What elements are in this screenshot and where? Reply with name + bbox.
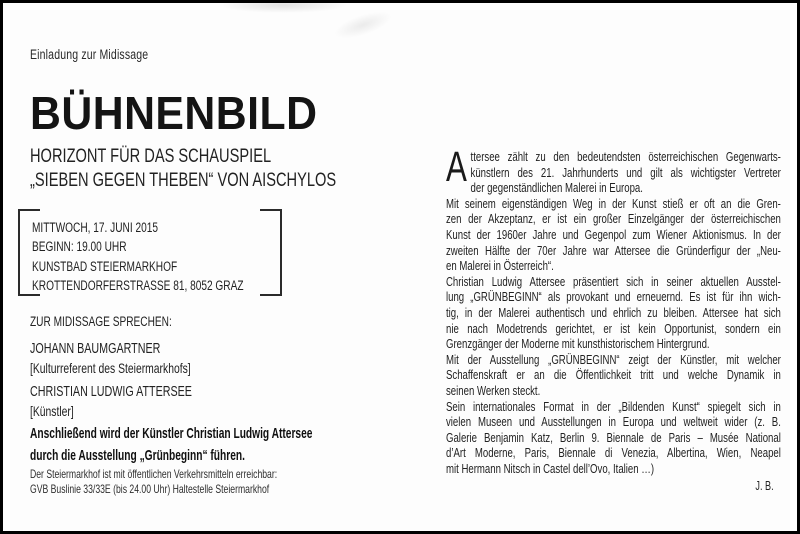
event-address: KROTTENDORFERSTRASSE 81, 8052 GRAZ <box>32 277 244 293</box>
eyebrow-label: Einladung zur Midissage <box>30 47 149 62</box>
subtitle-line: „SIEBEN GEGEN THEBEN“ VON AISCHYLOS <box>30 169 337 191</box>
article-line: zen der Akzeptanz, er ist ein großer Einzelgänger der österreichischen <box>446 211 781 227</box>
article-line: der gegenständlichen Malerei in Europa. <box>470 180 643 196</box>
article-line: Kunst der 1960er Jahre und Gegenpol zum Wiener Aktionismus. In der <box>446 226 781 242</box>
speakers-heading: ZUR MIDISSAGE SPRECHEN: <box>30 314 172 329</box>
bracket-right <box>260 209 282 296</box>
article-line: tig, in der Malerei authentisch und ehrlich zu bleiben. Attersee hat sich <box>446 304 781 320</box>
article-line: mit Hermann Nitsch in Castel dell’Ovo, Italien …) <box>446 460 655 476</box>
article-line: seinen Werken steckt. <box>446 382 541 398</box>
subtitle <box>30 144 336 192</box>
author-initials: J. B. <box>755 479 774 494</box>
article-line: Schaffenskraft er an die Öffentlichkeit tritt und welche Dynamik in <box>446 367 781 383</box>
article-line: zweiten Hälfte der 70er Jahre war Attersee die Gründerfigur der „Neu- <box>446 242 781 258</box>
drop-cap: A <box>446 143 467 191</box>
article-line: künstlern des 21. Jahrhunderts und gilt als wichtigster Vertreter <box>470 164 781 180</box>
article-line: Galerie Benjamin Katz, Berlin 9. Biennale de Paris – Musée National <box>446 429 781 445</box>
event-time: BEGINN: 19.00 UHR <box>32 239 127 255</box>
page-title: BÜHNENBILD <box>30 87 318 139</box>
article-line: ttersee zählt zu den bedeutendsten österreichischen Gegenwarts- <box>470 149 781 164</box>
article-line: en Malerei in Österreich“. <box>446 258 554 274</box>
article-line: nie nach Modetrends gerichtet, er ist kein Opportunist, sondern ein <box>446 320 781 336</box>
event-details <box>32 218 244 295</box>
speaker-item <box>30 383 192 420</box>
article-line: vielen Museen und Ausstellungen in Europa und weltweit wider (z. B. <box>446 414 781 430</box>
closing-note <box>30 423 312 466</box>
transit-note <box>30 467 277 497</box>
event-date: MITTWOCH, 17. JUNI 2015 <box>32 220 159 235</box>
article-column <box>446 143 781 495</box>
transit-note-line: Der Steiermarkhof ist mit öffentlichen Verkehrsmitteln erreichbar: <box>30 467 278 481</box>
closing-note-line: durch die Ausstellung „Grünbeginn“ führen. <box>30 446 245 464</box>
transit-note-line: GVB Buslinie 33/33E (bis 24.00 Uhr) Haltestelle Steiermarkhof <box>30 482 270 497</box>
speaker-name: JOHANN BAUMGARTNER <box>30 341 161 357</box>
article-line: Sein internationales Format in der „Bildenden Kunst“ spiegelt sich in <box>446 398 781 414</box>
article-line: Christian Ludwig Attersee präsentiert sich in seiner aktuellen Ausstel- <box>446 273 781 289</box>
article-line: Grenzgänger der Moderne mit kunsthistorischem Hintergrund. <box>446 336 710 352</box>
speaker-role: [Kulturreferent des Steiermarkhofs] <box>30 359 191 376</box>
speaker-item <box>30 340 191 377</box>
article-line: Mit der Ausstellung „GRÜNBEGINN“ zeigt der Künstler, mit welcher <box>446 351 781 367</box>
left-column <box>30 3 470 531</box>
event-venue: KUNSTBAD STEIERMARKHOF <box>32 258 178 274</box>
speaker-name: CHRISTIAN LUDWIG ATTERSEE <box>30 384 192 400</box>
speaker-role: [Künstler] <box>30 402 74 419</box>
article-line: lung „GRÜNBEGINN“ als provokant und erneuernd. Es ist für ihn wich- <box>446 289 781 305</box>
subtitle-line: HORIZONT FÜR DAS SCHAUSPIEL <box>30 145 272 167</box>
closing-note-line: Anschließend wird der Künstler Christian Ludwig Attersee <box>30 425 313 442</box>
article-line: Mit seinem eigenständigen Weg in der Kunst stieß er oft an die Gren- <box>446 195 781 211</box>
event-details-box <box>18 209 282 296</box>
article-line: d’Art Moderne, Paris, Biennale di Venezia, Albertina, Wien, Neapel <box>446 445 781 461</box>
